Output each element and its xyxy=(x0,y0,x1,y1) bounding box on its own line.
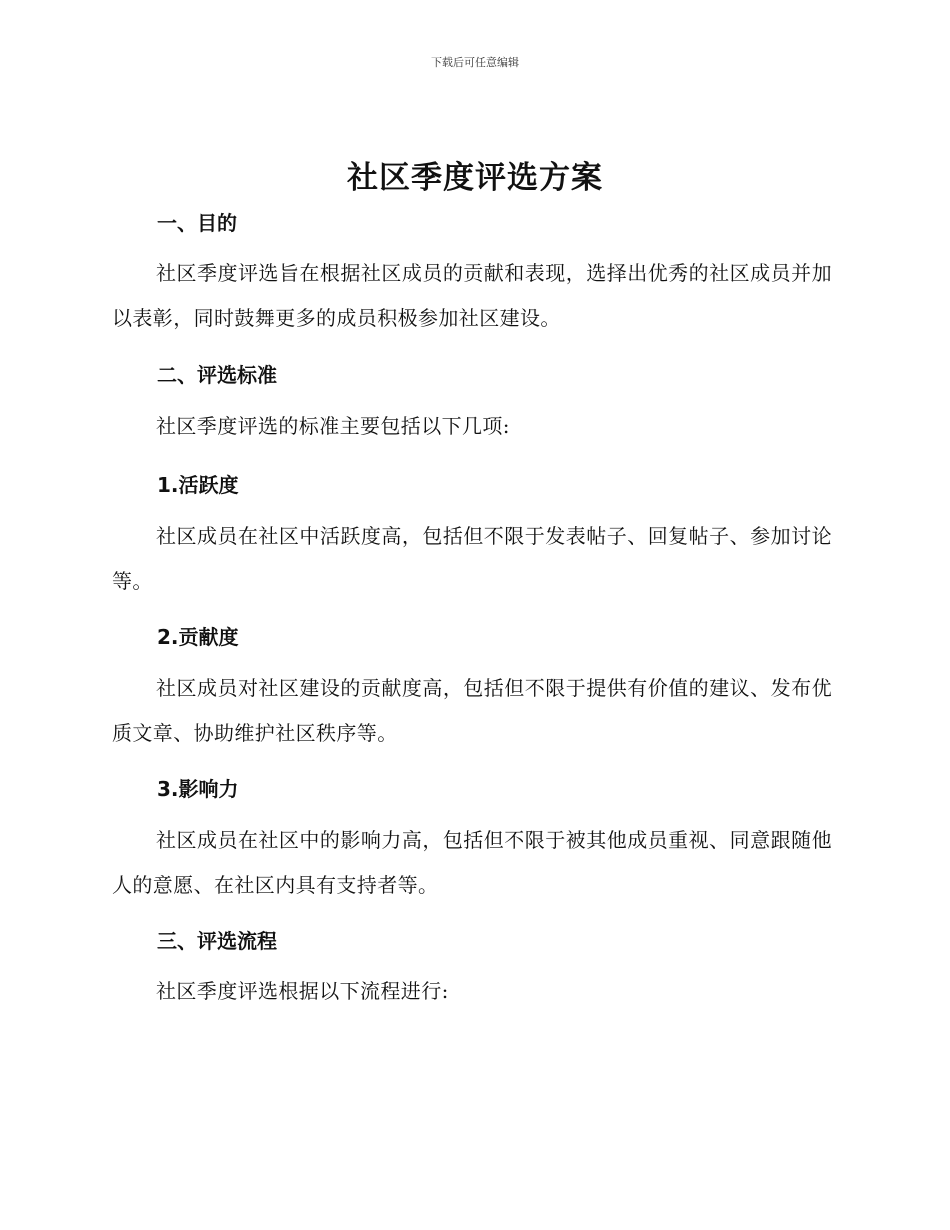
paragraph-influence: 社区成员在社区中的影响力高，包括但不限于被其他成员重视、同意跟随他人的意愿、在社区内具有支持者等。 xyxy=(112,828,832,897)
subheading-activity: 1.活跃度 xyxy=(157,473,239,497)
paragraph-process-intro: 社区季度评选根据以下流程进行: xyxy=(156,979,449,1003)
section-heading-purpose: 一、目的 xyxy=(157,211,237,235)
subheading-contribution: 2.贡献度 xyxy=(157,625,239,649)
paragraph-purpose: 社区季度评选旨在根据社区成员的贡献和表现，选择出优秀的社区成员并加以表彰，同时鼓舞更多的成员积极参加社区建设。 xyxy=(112,261,832,330)
document-title: 社区季度评选方案 xyxy=(347,160,603,196)
paragraph-criteria-intro: 社区季度评选的标准主要包括以下几项: xyxy=(156,414,510,438)
section-heading-criteria: 二、评选标准 xyxy=(157,363,277,387)
header-note: 下载后可任意编辑 xyxy=(431,56,519,69)
section-heading-process: 三、评选流程 xyxy=(157,929,277,953)
paragraph-activity: 社区成员在社区中活跃度高，包括但不限于发表帖子、回复帖子、参加讨论等。 xyxy=(112,524,832,593)
paragraph-contribution: 社区成员对社区建设的贡献度高，包括但不限于提供有价值的建议、发布优质文章、协助维护社区秩序等。 xyxy=(112,676,832,745)
subheading-influence: 3.影响力 xyxy=(157,777,239,801)
